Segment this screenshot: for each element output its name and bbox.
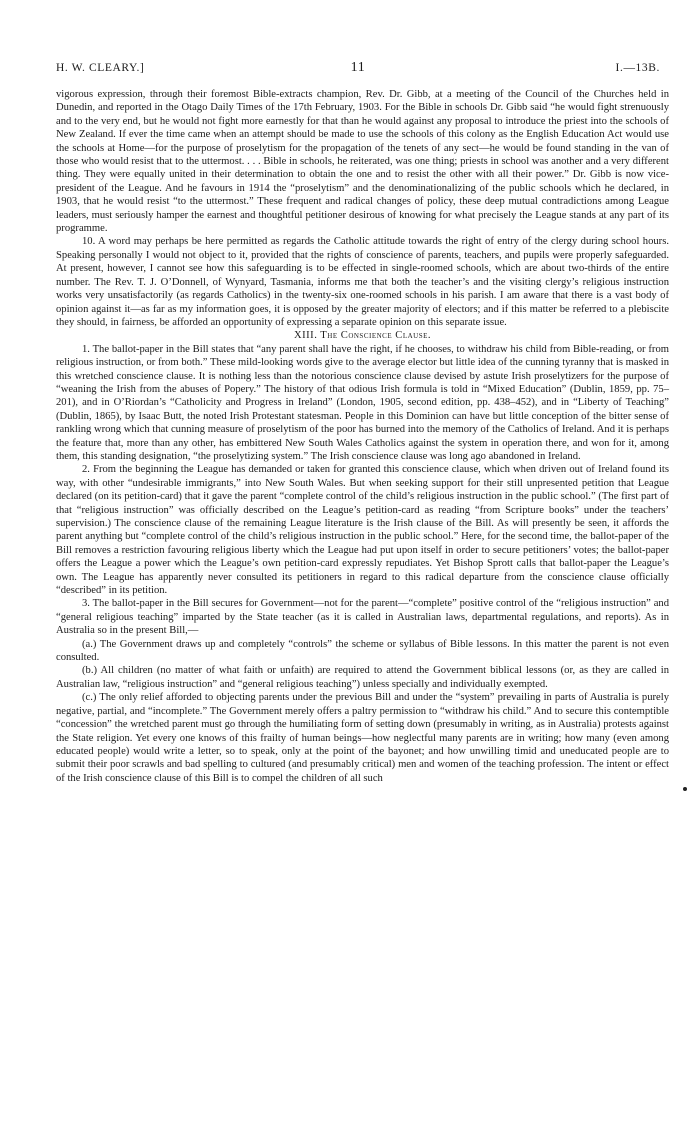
section-paragraph-3: 3. The ballot-paper in the Bill secures for Government—not for the parent—“complete” positive control of the “religious instruction” and “general religious teaching” imparted by the State teacher (as it is called in Australian laws, departmental regulations, and reports). As in Australia so in the present Bill,—	[56, 598, 669, 637]
sub-item-a: (a.) The Government draws up and completely “controls” the scheme or syllabus of Bible lessons. In this matter the parent is not even consulted.	[56, 638, 669, 664]
page-header	[56, 62, 660, 80]
page-number: 11	[350, 60, 366, 75]
section-paragraph-1: 1. The ballot-paper in the Bill states that “any parent shall have the right, if he chooses, to withdraw his child from Bible-reading, or from religious instruction, or from both.” These mild-looking words give to the average elector but little idea of the cunning tyranny that is masked in this wretched conscience clause. It is nothing less than the notorious conscience clause devised by astute Irish proselytizers for the purpose of “weaning the Irish from the abuses of Popery.” The history of that odious Irish formula is told in “Mixed Education” (Dublin, 1859, pp. 75–201), and in O’Riordan’s “Catholicity and Progress in Ireland” (London, 1905, second edition, pp. 438–452), and in “Liberty of Teaching” (Dublin, 1865), by Isaac Butt, the noted Irish Protestant statesman. People in this Dominion can have but little conception of the bitter sense of rankling wrong which that cunning measure of proselytism of the poor has burned into the memory of the Catholics of Ireland. And it is perhaps the feature that, more than any other, has embittered New South Wales Catholics against the system in operation there, and won for it, among them, this standing designation, “the proselytizing system.” The Irish conscience clause was long ago abandoned in Ireland.	[56, 343, 669, 462]
section-heading: XIII. The Conscience Clause.	[293, 330, 432, 342]
margin-mark	[683, 787, 687, 791]
author-running-head: H. W. CLEARY.]	[56, 62, 145, 74]
section-paragraph-2: 2. From the beginning the League has demanded or taken for granted this conscience clause, which when driven out of Ireland found its way, with other “undesirable immigrants,” into New South Wales. But when seeking support for their still unpresented petition that League declared (on its petition-card) that it gave the parent “complete control of the child’s religious instruction in the public school.” (The first part of that “religious instruction” was officially described on the League’s petition-card as reading “from Scripture books” under the teachers’ supervision.) The conscience clause of the remaining League literature is the Irish clause of the Bill. As will presently be seen, it affords the parent anything but “complete control of the child’s religious instruction in the public school.” Here, for the second time, the ballot-paper of the Bill removes a restriction favouring religious liberty which the League had put upon itself in order to secure petitioners’ votes; the ballot-paper offers the League a power which the League’s own petition-card expressly repudiates. Yet Bishop Sprott calls that ballot-paper the League’s own. The League has apparently never consulted its petitioners in regard to this radical departure from the conscience clause officially “described” in its petition.	[56, 464, 669, 597]
sub-item-b: (b.) All children (no matter of what faith or unfaith) are required to attend the Government biblical lessons (or, as they are called in Australian law, “religious instruction” and “general religious teaching”) unless specially and individually exempted.	[56, 665, 669, 690]
sub-item-c: (c.) The only relief afforded to objecting parents under the previous Bill and under the “system” prevailing in parts of Australia is purely negative, partial, and “incomplete.” The Government merely offers a paltry permission to “withdraw his child.” And to secure this contemptible “concession” the wretched parent must go through the humiliating form of setting down (presumably in writing, as in Australia) protests against the State religion. Yet every one knows of this frailty of human beings—how neglectful many parents are in writing; how many (even among educated people) would write a letter, so to speak, only at the point of the bayonet; and how unwilling timid and uneducated people are to submit their poor scrawls and bad spelling to cultured (and presumably critical) men and women of the teaching profession. The intent or effect of the Irish conscience clause of this Bill is to compel the children of all such	[56, 692, 669, 784]
paragraph-continuation: vigorous expression, through their foremost Bible-extracts champion, Rev. Dr. Gibb, at a meeting of the Council of the Churches held in Dunedin, and reported in the Otago Daily Times of the 17th February, 1903. For the Bible in schools Dr. Gibb said “he would fight strenuously and to the very end, but he would not fight more earnestly for that than he would against any proposal to introduce the priest into the schools of New Zealand. If ever the time came when an attempt should be made to use the schools of this colony as the English Education Act would use the schools at Home—for the purpose of proselytism for the propagation of the tenets of any sect—he would be found standing in the van of those who would resist that to the uttermost. . . . Bible in schools, he reiterated, was one thing; priests in school was another and a very different thing. They were equally united in their determination to obtain the one and to resist the other with all their power.” Dr. Gibb is now vice-president of the League. And he favours in 1914 the “proselytism” and the denominationalizing of the public schools which he declared, in 1903, that he would resist “to the uttermost.” These frequent and radical changes of policy, these deep mutual contradictions among League leaders, must seriously hamper the earnest and thoughtful petitioner desirous of knowing for what precisely the League stands at any part of its programme.	[56, 89, 669, 235]
paragraph-10: 10. A word may perhaps be here permitted as regards the Catholic attitude towards the right of entry of the clergy during school hours. Speaking personally I would not object to it, provided that the rights of conscience of parents, teachers, and pupils were properly safeguarded. At present, however, I cannot see how this safeguarding is to be effected in single-roomed schools, which are about two-thirds of the entire number. The Rev. T. J. O’Donnell, of Wynyard, Tasmania, informs me that both the teacher’s and the visiting clergy’s religious instruction works very unsatisfactorily (as regards Catholics) in the twenty-six one-roomed schools in his parish. I am aware that there is a vast body of opinion against it—as far as my information goes, it is opposed by the greater majority of electors; and if this matter be referred to a plebiscite they should, in fairness, be afforded an opportunity of expressing a separate opinion on this separate issue.	[56, 236, 669, 328]
page-body	[56, 88, 669, 785]
document-reference: I.—13B.	[615, 62, 660, 74]
